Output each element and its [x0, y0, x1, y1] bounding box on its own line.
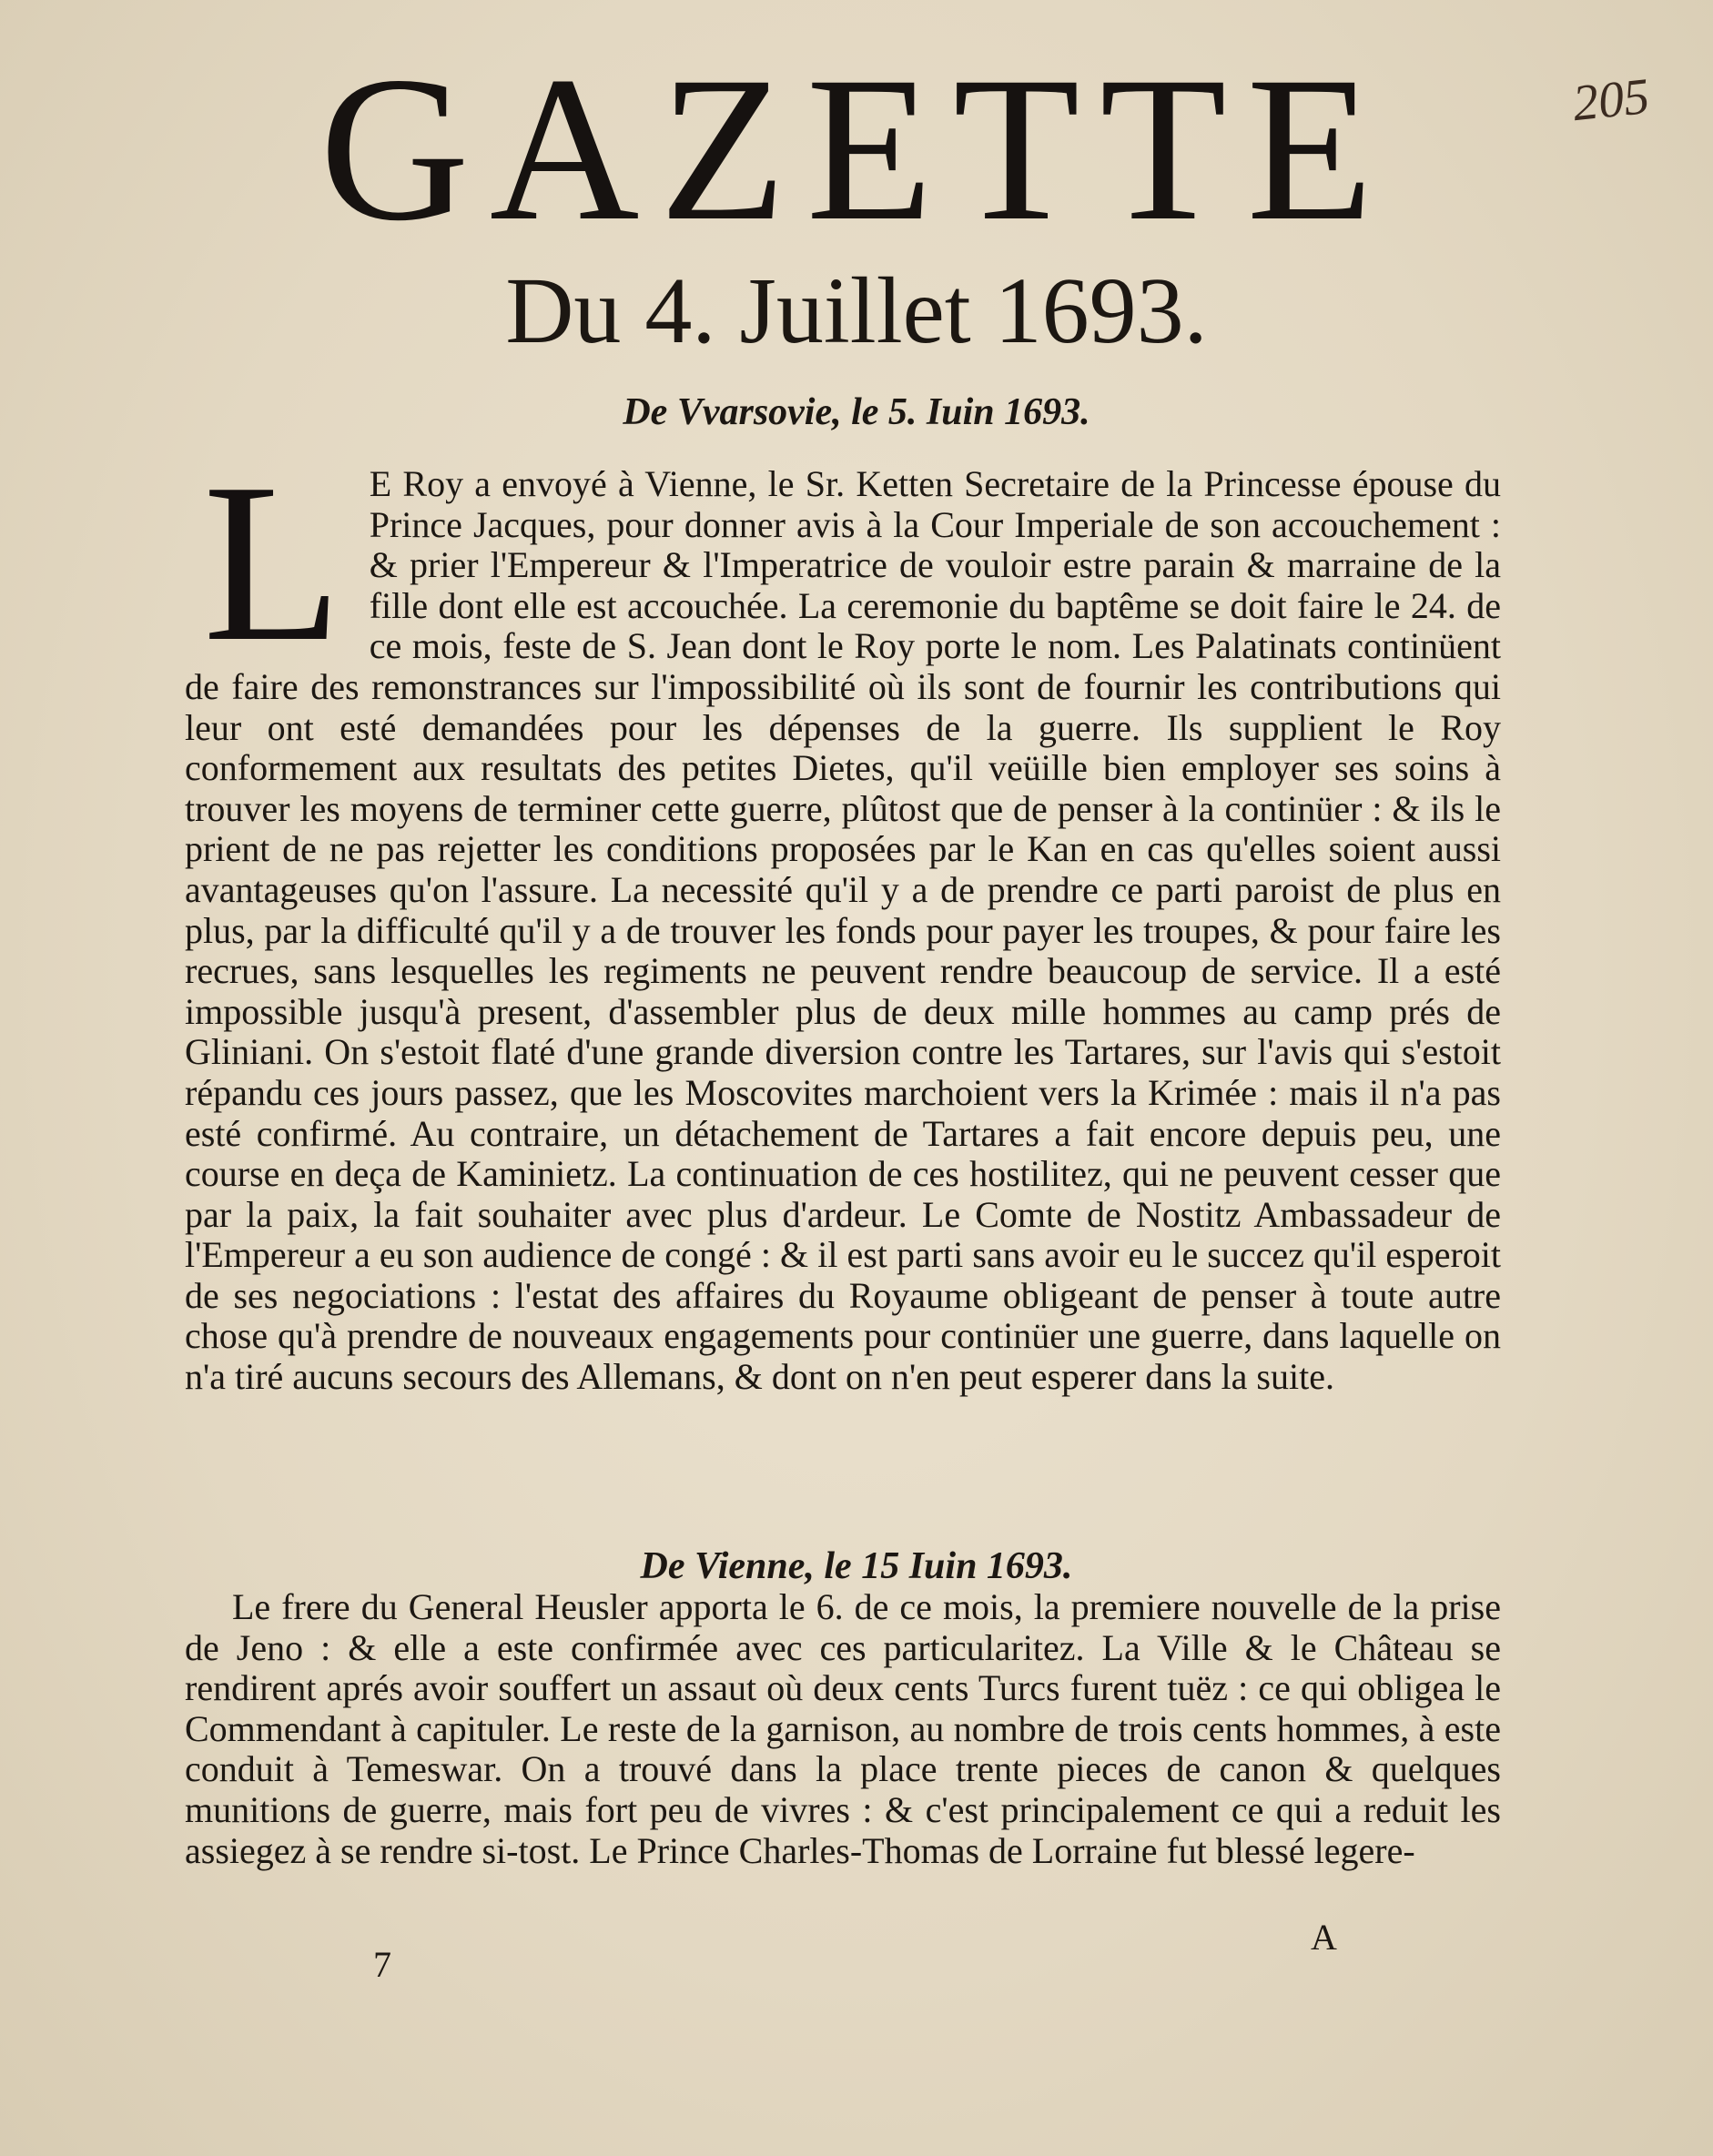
dateline-warsaw: De Vvarsovie, le 5. Iuin 1693.: [623, 391, 1090, 433]
masthead-title: GAZETTE: [319, 35, 1394, 264]
issue-date: Du 4. Juillet 1693.: [505, 258, 1208, 363]
handwritten-shelf-mark: 205: [1569, 67, 1653, 133]
catchword: A: [1311, 1917, 1337, 1958]
drop-cap: L: [203, 437, 342, 689]
dateline-vienna: De Vienne, le 15 Iuin 1693.: [640, 1545, 1073, 1587]
signature-mark: 7: [373, 1944, 391, 1985]
article-warsaw-text: E Roy a envoyé à Vienne, le Sr. Ketten Secretaire de la Princesse épouse du Prince Jacques, pour donner avis à la Cour Imperiale de son accouchement : & prier l'Empereur & l'Imperatrice de vouloir estre parain & marraine de la fille dont elle est accouchée. La ceremonie du baptême se doit faire le 24. de ce mois, feste de S. Jean dont le Roy porte le nom. Les Palatinats continüent de faire des remonstrances sur l'impossibilité où ils sont de fournir les contributions qui leur ont esté demandées pour les dépenses de la guerre. Ils supplient le Roy conformement aux resultats des petites Dietes, qu'il veüille bien employer ses soins à trouver les moyens de terminer cette guerre, plûtost que de penser à la continüer : & ils le prient de ne pas rejetter les conditions proposées par le Kan en cas qu'elles soient aussi avantageuses qu'on l'assure. La necessité qu'il y a de prendre ce parti paroist de plus en plus, par la difficulté qu'il y a de trouver les fonds pour payer les troupes, & pour faire les recrues, sans lesquelles les regiments ne peuvent rendre beaucoup de service. Il a esté impossible jusqu'à present, d'assembler plus de deux mille hommes au camp prés de Gliniani. On s'estoit flaté d'une grande diversion contre les Tartares, sur l'avis qui s'estoit répandu ces jours passez, que les Moscovites marchoient vers la Krimée : mais il n'a pas esté confirmé. Au contraire, un détachement de Tartares a fait encore depuis peu, une course en deça de Kaminietz. La continuation de ces hostilitez, qui ne peuvent cesser que par la paix, la fait souhaiter avec plus d'ardeur. Le Comte de Nostitz Ambassadeur de l'Empereur a eu son audience de congé : & il est parti sans avoir eu le succez qu'il esperoit de ses negociations : l'estat des affaires du Royaume obligeant de penser à toute autre chose qu'à prendre de nouveaux engagements pour continüer une guerre, dans laquelle on n'a tiré aucuns secours des Allemans, & dont on n'en peut esperer dans la suite.: [185, 463, 1501, 1398]
article-warsaw: [185, 437, 1501, 1398]
article-vienna-text: Le frere du General Heusler apporta le 6. de ce mois, la premiere nouvelle de la prise de Jeno : & elle a este confirmée avec ces particularitez. La Ville & le Château se rendirent aprés avoir souffert un assaut où deux cents Turcs furent tuëz : ce qui obligea le Commendant à capituler. Le reste de la garnison, au nombre de trois cents hommes, à este conduit à Temeswar. On a trouvé dans la place trente pieces de canon & quelques munitions de guerre, mais fort peu de vivres : & c'est principalement ce qui a reduit les assiegez à se rendre si-tost. Le Prince Charles-Thomas de Lorraine fut blessé legere-: [185, 1586, 1501, 1871]
